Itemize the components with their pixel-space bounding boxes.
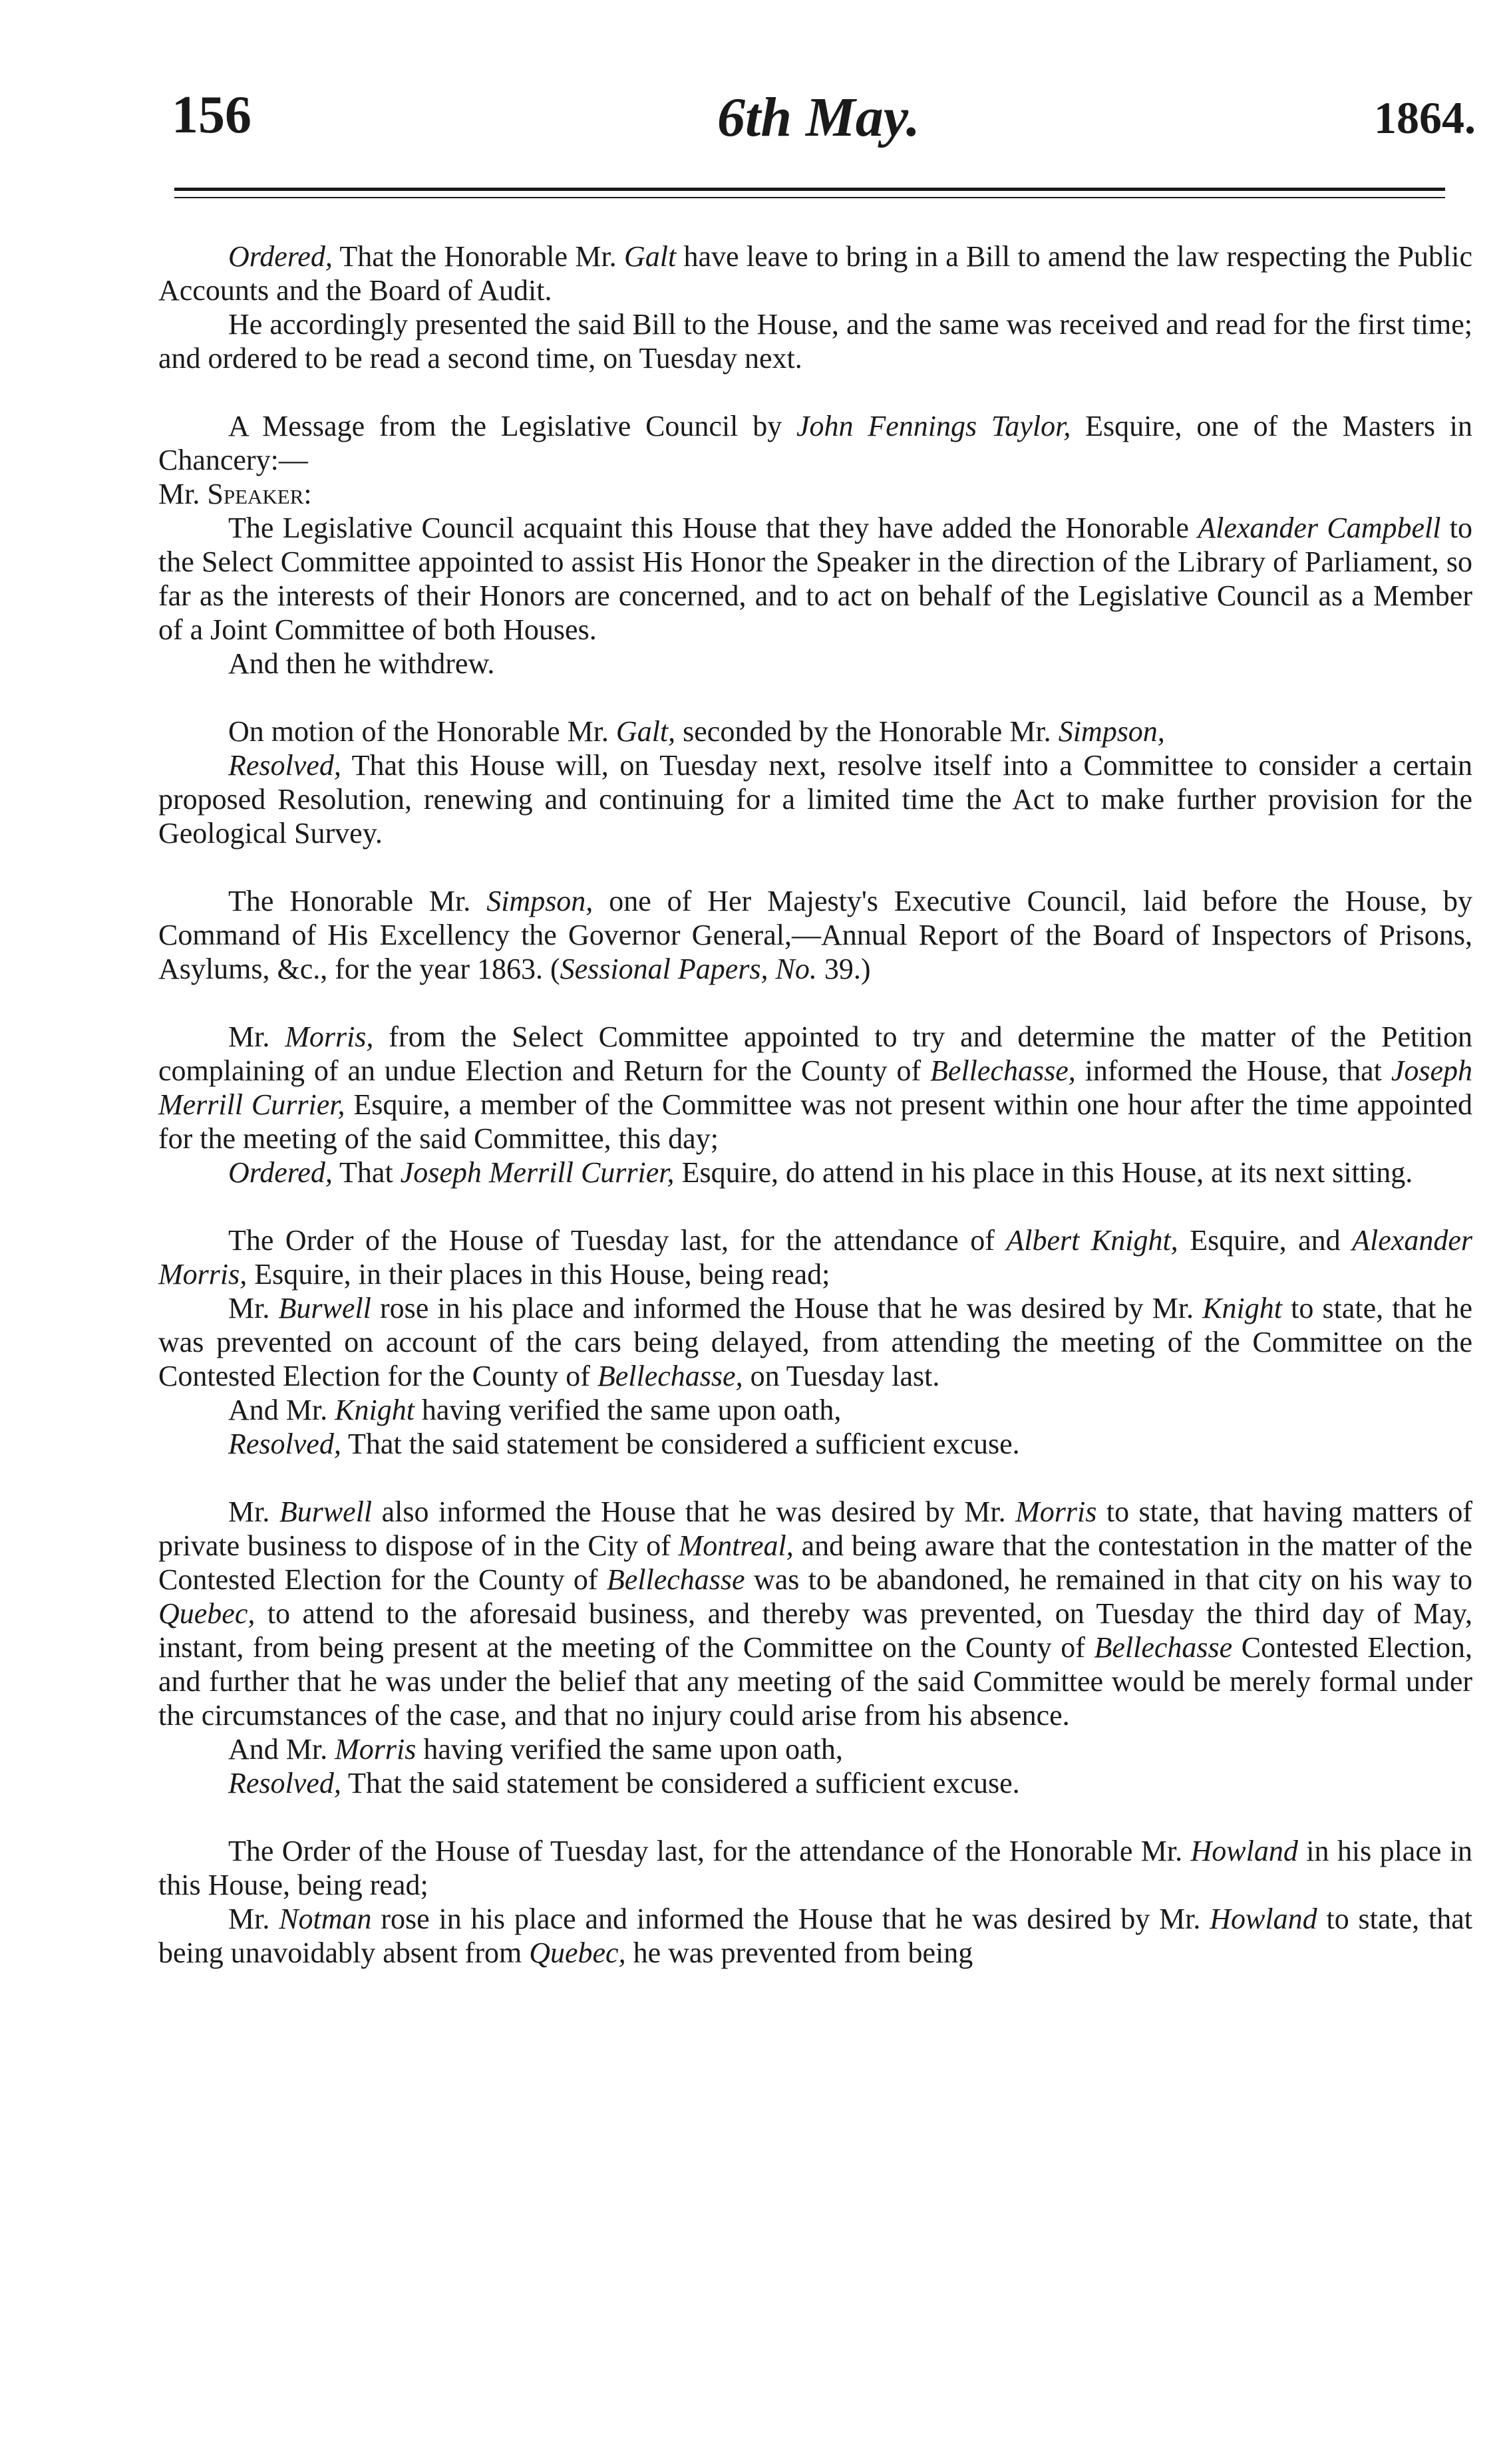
paragraph-p1 — [158, 239, 1472, 307]
text-run: was to be abandoned, he remained in that city on his way to — [745, 1563, 1473, 1596]
text-run: : — [303, 478, 312, 510]
paragraph-p12 — [158, 1223, 1472, 1291]
text-run: Speaker — [207, 478, 304, 510]
italic-text: Howland — [1190, 1835, 1298, 1867]
page-number: 156 — [172, 86, 251, 144]
text-run: The Honorable Mr. — [228, 885, 487, 917]
paragraph-p5 — [158, 511, 1472, 647]
text-run: That this House will, on Tuesday next, resolve itself into a Committee to consider a certain proposed Resolution, renewing and continuing for a limited time the Act to make further provision for the Geological Survey. — [158, 749, 1472, 849]
italic-text: Bellechasse — [606, 1563, 745, 1596]
journal-body — [158, 239, 1472, 1970]
italic-text: Bellechasse — [1094, 1631, 1233, 1664]
text-run: to the Select Committee appointed to assist His Honor the Speaker in the direction of the Library of Parliament, so far as the interests of their Honors are concerned, and to act on behalf of the Legislative Council as a Member of a Joint Committee of both Houses. — [158, 512, 1472, 646]
italic-text: Burwell — [279, 1495, 373, 1528]
italic-text: Morris — [1015, 1495, 1097, 1528]
text-run: The Order of the House of Tuesday last, for the attendance of the Honorable Mr. — [228, 1835, 1191, 1867]
italic-text: Notman — [279, 1903, 372, 1935]
italic-text: Montreal, — [678, 1529, 794, 1562]
italic-text: Joseph Merrill Currier, — [158, 1054, 1472, 1121]
paragraph-p9 — [158, 884, 1472, 986]
running-head-year: 1864. — [1374, 92, 1476, 143]
text-run: A Message from the Legislative Council by — [228, 410, 797, 442]
italic-text: Joseph Merrill Currier, — [400, 1156, 675, 1189]
text-run: rose in his place and informed the House that he was desired by Mr. — [371, 1292, 1203, 1324]
paragraph-p18 — [158, 1766, 1472, 1800]
text-run: on Tuesday last. — [743, 1360, 940, 1392]
italic-text: Ordered, — [228, 240, 333, 273]
page-header — [172, 85, 1476, 165]
text-run: informed the House, that — [1075, 1054, 1391, 1087]
text-run: Esquire, and — [1178, 1224, 1353, 1257]
text-run: seconded by the Honorable Mr. — [675, 715, 1059, 748]
text-run: from the Select Committee appointed to try and determine the matter of the Petition complaining of an undue Election and Return for the County of — [158, 1020, 1472, 1087]
paragraph-p14 — [158, 1393, 1472, 1427]
text-run: And Mr. — [228, 1394, 335, 1426]
paragraph-p15 — [158, 1427, 1472, 1461]
text-run: That the said statement be considered a sufficient excuse. — [341, 1767, 1020, 1799]
text-run: to attend to the aforesaid business, and thereby was prevented, on Tuesday the third day of May, instant, from being present at the meeting of the Committee on the County of — [158, 1597, 1472, 1664]
text-run: Esquire, a member of the Committee was not present within one hour after the time appointed for the meeting of the said Committee, this day; — [158, 1088, 1472, 1155]
italic-text: Morris — [335, 1733, 417, 1766]
text-run: Mr. — [228, 1903, 279, 1935]
text-run: Mr. — [228, 1020, 285, 1053]
text-run: Esquire, in their places in this House, being read; — [247, 1258, 830, 1291]
text-run: and being aware that the contestation in the matter of the Contested Election for the County of — [158, 1529, 1472, 1596]
italic-text: Burwell — [278, 1292, 371, 1324]
text-run: he was prevented from being — [625, 1936, 973, 1969]
italic-text: Bellechasse, — [930, 1054, 1076, 1087]
paragraph-p11 — [158, 1155, 1472, 1189]
italic-text: Resolved, — [228, 1428, 341, 1460]
text-run: Mr. — [228, 1495, 279, 1528]
italic-text: Alexander Campbell — [1198, 512, 1441, 544]
paragraph-p13 — [158, 1291, 1472, 1393]
text-run: to state, that being unavoidably absent from — [158, 1903, 1472, 1969]
text-run: also informed the House that he was desired by Mr. — [372, 1495, 1016, 1528]
text-run: Esquire, do attend in his place in this House, at its next sitting. — [674, 1156, 1413, 1189]
text-run: Mr. — [158, 478, 208, 510]
italic-text: Bellechasse, — [597, 1360, 743, 1392]
text-run: The Legislative Council acquaint this House that they have added the Honorable — [228, 512, 1198, 544]
italic-text: Galt — [623, 240, 677, 273]
italic-text: Simpson, — [1058, 715, 1165, 748]
text-run: And Mr. — [228, 1733, 335, 1766]
paragraph-p17 — [158, 1732, 1472, 1766]
text-run: On motion of the Honorable Mr. — [228, 715, 616, 748]
text-run: Mr. — [228, 1292, 279, 1324]
running-head-date: 6th May. — [717, 86, 920, 148]
text-run: rose in his place and informed the House that he was desired by Mr. — [371, 1903, 1210, 1935]
italic-text: Quebec, — [158, 1597, 255, 1630]
text-run: The Order of the House of Tuesday last, for the attendance of — [228, 1224, 1007, 1257]
paragraph-p3 — [158, 409, 1472, 477]
italic-text: Knight — [335, 1394, 415, 1426]
italic-text: Sessional Papers, No. — [560, 953, 817, 985]
paragraph-p7 — [158, 714, 1472, 748]
text-run: That the said statement be considered a sufficient excuse. — [341, 1428, 1020, 1460]
italic-text: Albert Knight, — [1006, 1224, 1178, 1257]
text-run: That — [332, 1156, 401, 1189]
text-run: Esquire, one of the Masters in Chancery:— — [158, 410, 1473, 476]
italic-text: Knight — [1202, 1292, 1282, 1324]
paragraph-p20 — [158, 1902, 1472, 1970]
italic-text: Resolved, — [228, 1767, 341, 1799]
text-run: And then he withdrew. — [228, 647, 495, 680]
italic-text: Alexander Morris, — [158, 1224, 1472, 1291]
paragraph-p8 — [158, 748, 1472, 850]
text-run: 39.) — [816, 953, 871, 985]
paragraph-p2 — [158, 307, 1472, 375]
italic-text: Morris, — [285, 1020, 374, 1053]
text-run: one of Her Majesty's Executive Council, laid before the House, by Command of His Excellency the Governor General,—Annual Report of the Board of Inspectors of Prisons, Asylums, &c., for the year 1863. ( — [158, 885, 1472, 985]
text-run: to state, that having matters of private business to dispose of in the City of — [158, 1495, 1472, 1562]
text-run: Contested Election, and further that he was under the belief that any meeting of the said Committee would be merely formal under the circumstances of the case, and that no injury could arise from his absence. — [158, 1631, 1472, 1732]
italic-text: Simpson, — [486, 885, 593, 917]
paragraph-p16 — [158, 1495, 1472, 1732]
paragraph-p19 — [158, 1834, 1472, 1902]
italic-text: Quebec, — [529, 1936, 626, 1969]
text-run: He accordingly presented the said Bill to the House, and the same was received and read for the first time; and ordered to be read a second time, on Tuesday next. — [158, 308, 1472, 375]
italic-text: Resolved, — [228, 749, 341, 782]
text-run: That the Honorable Mr. — [332, 240, 624, 273]
text-run: in his place in this House, being read; — [158, 1835, 1472, 1901]
text-run: having verified the same upon oath, — [414, 1394, 842, 1426]
italic-text: Ordered, — [228, 1156, 333, 1189]
header-rule-thin — [174, 197, 1445, 198]
paragraph-p10 — [158, 1020, 1472, 1155]
paragraph-p4 — [158, 477, 1472, 511]
text-run: having verified the same upon oath, — [416, 1733, 843, 1766]
text-run: have leave to bring in a Bill to amend the law respecting the Public Accounts and the Board of Audit. — [158, 240, 1472, 307]
paragraph-p6 — [158, 647, 1472, 681]
header-rule-thick — [174, 188, 1445, 191]
italic-text: Howland — [1210, 1903, 1317, 1935]
text-run: to state, that he was prevented on account of the cars being delayed, from attending the meeting of the Committee on the Contested Election for the County of — [158, 1292, 1472, 1392]
italic-text: John Fennings Taylor, — [796, 410, 1071, 442]
italic-text: Galt, — [615, 715, 676, 748]
